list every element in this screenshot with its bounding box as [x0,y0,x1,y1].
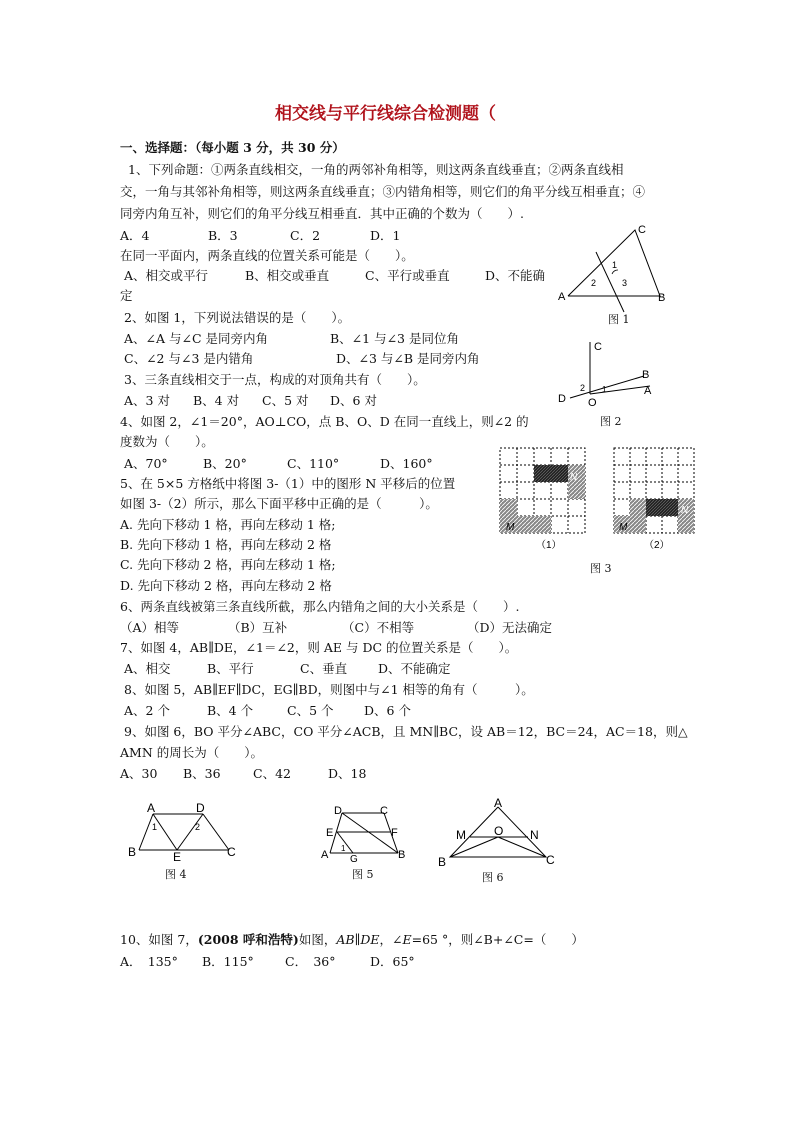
q1b-option-b: B、相交或垂直 [245,268,330,283]
q6-stem: 6、两条直线被第三条直线所截，那么内错角之间的大小关系是（ ）. [120,599,520,614]
q1b-option-c: C、平行或垂直 [365,268,450,283]
q1-line3: 同旁内角互补，则它们的角平分线互相垂直．其中正确的个数为（ ）. [120,206,524,221]
fig3-sub-2: （2） [644,540,670,551]
figure-1-caption: 图 1 [608,313,630,326]
fig3-grid-1 [500,448,585,533]
fig2-label-1: 1 [602,385,607,394]
q1-line1: 1、下列命题：①两条直线相交，一角的两邻补角相等，则这两条直线垂直；②两条直线相 [128,162,624,177]
q6-option-b: （B）互补 [228,620,288,635]
q1-option-b: B．3 [208,228,238,243]
q3-option-d: D、6 对 [330,393,377,408]
q4-line2: 度数为（ ）。 [120,434,214,449]
fig2-label-a: A [644,385,652,397]
q6-option-c: （C）不相等 [342,620,415,635]
q9-option-a: A、30 [120,766,158,781]
fig2-label-d: D [558,393,566,405]
q2-stem: 2、如图 1，下列说法错误的是（ ）。 [124,310,351,325]
fig3-2-label-n: N [681,505,689,516]
fig5-label-f: F [391,827,398,839]
fig5-label-1: 1 [341,844,346,853]
q7-option-a: A、相交 [124,661,171,676]
q7-option-b: B、平行 [207,661,254,676]
fig1-label-2: 2 [591,278,597,288]
q10-e: E [402,932,412,947]
figure-2-svg [552,336,662,408]
q10-part-b: 如图， [298,932,337,947]
figure-3 [498,446,698,556]
q9-option-b: B、36 [183,766,221,781]
q1b-tail: 定 [120,288,133,303]
q7-option-c: C、垂直 [300,661,348,676]
q6-option-a: （A）相等 [120,620,180,635]
fig5-label-d: D [334,805,342,817]
q10-option-d: D．65° [370,954,415,969]
q9-option-d: D、18 [328,766,367,781]
fig5-label-a: A [321,849,329,861]
q10-option-a: A． 135° [120,954,178,969]
q1-option-a: A．4 [120,228,150,243]
q8-stem: 8、如图 5，AB∥EF∥DC，EG∥BD，则图中与∠1 相等的角有（ ）。 [124,682,534,697]
section-heading: 一、选择题：（每小题 3 分，共 30 分） [120,140,345,155]
fig1-label-3: 3 [622,278,628,288]
q10-part-a: 10、如图 7， [120,932,198,947]
fig1-label-1: 1 [612,260,618,270]
q2-option-d: D、∠3 与∠B 是同旁内角 [336,351,480,366]
q1-option-c: C．2 [290,228,321,243]
figure-4-svg [125,800,240,862]
fig2-label-b: B [642,369,650,381]
fig4-label-c: C [227,845,236,859]
figure-3-caption: 图 3 [590,562,612,575]
q10-source: (2008 呼和浩特) [197,932,299,947]
q4-line1: 4、如图 2，∠1＝20°，AO⊥CO，点 B、O、D 在同一直线上，则∠2 的 [120,414,529,429]
fig5-label-c: C [380,805,388,817]
figure-5 [318,803,410,863]
fig4-label-2: 2 [195,822,201,832]
q10-part-c: ，∠ [379,932,403,947]
q5-option-c: C. 先向下移动 2 格，再向左移动 1 格; [120,557,336,572]
fig4-label-d: D [196,801,205,815]
fig4-label-a: A [147,801,156,815]
figure-4 [125,800,240,862]
q7-option-d: D、不能确定 [378,661,451,676]
q2-option-c: C、∠2 与∠3 是内错角 [124,351,254,366]
q5-line2: 如图 3-（2）所示，那么下面平移中正确的是（ ）。 [120,496,438,511]
fig6-label-a: A [494,797,503,810]
fig5-label-g: G [350,854,358,863]
q5-option-d: D. 先向下移动 2 格，再向左移动 2 格 [120,578,332,593]
q5-option-a: A. 先向下移动 1 格，再向左移动 1 格; [120,517,336,532]
fig3-2-label-m: M [619,522,628,533]
figure-6-svg [434,797,560,869]
figure-3-svg [498,446,698,556]
q9-line2: AMN 的周长为（ ）。 [120,745,263,760]
page-title: 相交线与平行线综合检测题（ [275,104,496,124]
q3-stem: 3、三条直线相交于一点，构成的对顶角共有（ ）。 [124,372,426,387]
q5-line1: 5、在 5×5 方格纸中将图 3-（1）中的图形 N 平移后的位置 [120,476,456,491]
q2-option-a: A、∠A 与∠C 是同旁内角 [124,331,269,346]
q10-part-d: =65 °，则∠B+∠C=（ ） [411,932,584,947]
q4-option-b: B、20° [203,456,247,471]
q9-line1: 9、如图 6，BO 平分∠ABC，CO 平分∠ACB，且 MN∥BC，设 AB＝12，BC＝24，AC＝18，则△ [124,724,688,739]
q8-option-a: A、2 个 [124,703,170,718]
figure-5-caption: 图 5 [352,868,374,881]
q10-ab-de: AB∥DE [336,932,380,947]
fig1-label-a: A [558,291,566,303]
fig2-label-c: C [594,341,602,353]
fig1-label-c: C [638,224,646,236]
fig1-label-b: B [658,292,666,304]
fig5-label-e: E [326,827,334,839]
q9-option-c: C、42 [253,766,291,781]
fig4-label-1: 1 [152,822,158,832]
fig6-label-m: M [456,828,466,842]
q6-option-d: （D）无法确定 [467,620,553,635]
q10-option-c: C． 36° [285,954,336,969]
figure-5-svg [318,803,410,863]
figure-6-caption: 图 6 [482,871,504,884]
fig5-label-b: B [398,849,406,861]
q3-option-a: A、3 对 [124,393,170,408]
q8-option-d: D、6 个 [364,703,411,718]
fig3-1-label-m: M [506,522,515,533]
fig2-label-2: 2 [580,383,586,393]
q8-option-b: B、4 个 [207,703,254,718]
figure-2-caption: 图 2 [600,415,622,428]
q4-option-d: D、160° [380,456,433,471]
q1b-option-a: A、相交或平行 [124,268,209,283]
figure-4-caption: 图 4 [165,868,187,881]
figure-6 [434,797,560,869]
fig6-label-o: O [494,824,504,838]
q1b-stem: 在同一平面内，两条直线的位置关系可能是（ ）。 [120,248,414,263]
fig3-sub-1: （1） [536,540,562,551]
fig4-label-b: B [128,845,137,859]
fig6-label-b: B [438,855,447,869]
q1-option-d: D．1 [370,228,401,243]
fig6-label-n: N [530,828,539,842]
q8-option-c: C、5 个 [287,703,334,718]
fig6-label-c: C [546,853,555,867]
q10-option-b: B．115° [202,954,254,969]
q10-stem [120,932,584,948]
q5-option-b: B. 先向下移动 1 格，再向左移动 2 格 [120,537,332,552]
q4-option-a: A、70° [124,456,168,471]
figure-2 [552,336,662,408]
q1-line2: 交，一角与其邻补角相等，则这两条直线垂直；③内错角相等，则它们的角平分线互相垂直；④ [120,184,646,199]
fig3-grid-2 [614,448,694,533]
q7-stem: 7、如图 4，AB∥DE，∠1＝∠2，则 AE 与 DC 的位置关系是（ ）。 [120,640,518,655]
q3-option-b: B、4 对 [193,393,240,408]
fig3-1-label-n: N [570,472,578,483]
q1b-option-d: D、不能确 [485,268,546,283]
q2-option-b: B、∠1 与∠3 是同位角 [330,331,459,346]
fig4-label-e: E [173,850,182,862]
q3-option-c: C、5 对 [262,393,309,408]
q4-option-c: C、110° [287,456,340,471]
fig2-label-o: O [588,397,597,408]
